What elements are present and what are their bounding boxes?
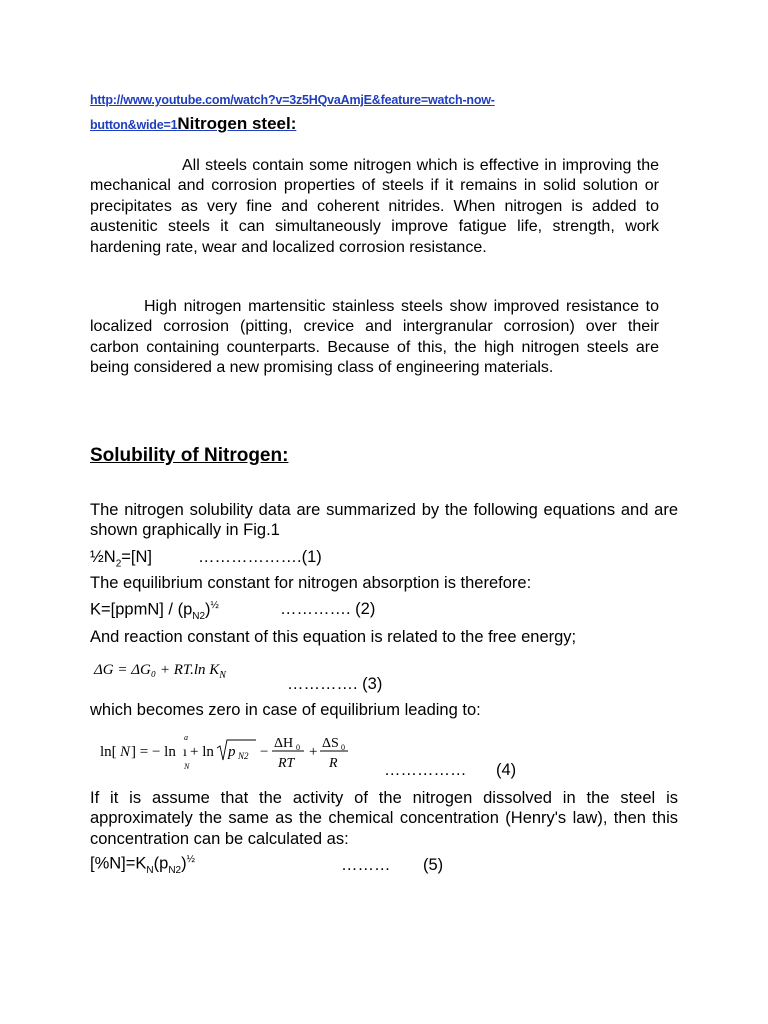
eq3-expr: ΔG = ΔG₀ + RT.ln K xyxy=(94,662,220,678)
svg-text:0: 0 xyxy=(341,743,345,752)
eq1-sub: 2 xyxy=(115,558,122,570)
eq5-sub1: N xyxy=(146,864,154,876)
svg-text:p: p xyxy=(228,744,236,760)
youtube-link[interactable] xyxy=(90,93,495,107)
svg-text:+: + xyxy=(309,744,318,760)
svg-text:R: R xyxy=(329,756,338,771)
equation-5-number: (5) xyxy=(423,856,444,874)
equation-1 xyxy=(90,548,322,570)
link-line-2[interactable]: button&wide=1 xyxy=(90,118,178,132)
eq2-sub: N2 xyxy=(192,610,206,622)
eq5-mid: (p xyxy=(153,854,169,873)
svg-text:a: a xyxy=(184,733,188,742)
svg-text:RT: RT xyxy=(278,756,295,771)
svg-text:ı: ı xyxy=(183,745,187,760)
equation-4-formula xyxy=(98,730,368,787)
eq2-lhs: K=[ppmN] / (p xyxy=(90,600,193,619)
heading-nitrogen-steel: Nitrogen steel: xyxy=(177,114,297,133)
svg-text:N2: N2 xyxy=(238,751,249,761)
paragraph-solubility-data: The nitrogen solubility data are summarized by the following equations and are shown graphically in Fig.1 xyxy=(90,501,678,540)
eq5-close: ) xyxy=(181,854,187,873)
heading-solubility: Solubility of Nitrogen: xyxy=(90,445,289,466)
svg-text:0: 0 xyxy=(296,743,300,752)
eq3-sub: N xyxy=(219,670,226,681)
svg-text:N: N xyxy=(120,744,131,760)
youtube-link-continued[interactable] xyxy=(90,114,296,134)
svg-text:−: − xyxy=(260,744,269,760)
svg-text:ln[: ln[ xyxy=(100,744,117,760)
link-line-1[interactable]: http://www.youtube.com/watch?v=3z5HQvaAmjE&feature=watch-now- xyxy=(90,93,495,107)
equation-3-number: …………. (3) xyxy=(287,675,383,693)
svg-text:] = − ln: ] = − ln xyxy=(131,744,176,760)
eq2-sup: ½ xyxy=(210,600,219,611)
eq5-lhs: [%N]=K xyxy=(90,854,147,873)
eq5-sub2: N2 xyxy=(168,864,182,876)
paragraph-intro-text: All steels contain some nitrogen which is effective in improving the mechanical and corrosion properties of steels if it remains in solid solution or precipitates as very fine and coherent nitrides. When nitrogen is added to austenitic steels it can simultaneously improve fatigue life, strength, work hardening rate, wear and localized corrosion resistance. xyxy=(90,157,659,256)
equation-4-dots: …………… xyxy=(384,761,467,779)
equation-3-formula xyxy=(94,662,226,681)
paragraph-henrys-law: If it is assume that the activity of the nitrogen dissolved in the steel is approximately the same as the chemical concentration (Henry's law), then this concentration can be calculated as: xyxy=(90,789,678,848)
equation-5-dots: ……… xyxy=(341,856,391,874)
paragraph-intro xyxy=(90,156,659,258)
paragraph-martensitic xyxy=(90,297,659,379)
eq5-sup: ½ xyxy=(186,854,195,865)
text-free-energy: And reaction constant of this equation is related to the free energy; xyxy=(90,628,577,646)
text-equilibrium-constant: The equilibrium constant for nitrogen absorption is therefore: xyxy=(90,574,532,592)
equation-4-image xyxy=(98,730,368,782)
eq1-half: ½N xyxy=(90,548,116,566)
svg-text:ΔH: ΔH xyxy=(274,736,294,751)
equation-5 xyxy=(90,854,195,876)
eq2-close: ) xyxy=(205,600,211,619)
svg-text:N: N xyxy=(184,762,190,771)
svg-text:ΔS: ΔS xyxy=(322,736,339,751)
svg-text:+ ln: + ln xyxy=(190,744,214,760)
equation-2 xyxy=(90,600,376,622)
eq1-rest: =[N] xyxy=(121,548,152,566)
text-equilibrium-zero: which becomes zero in case of equilibrium leading to: xyxy=(90,701,481,719)
paragraph-martensitic-text: High nitrogen martensitic stainless steels show improved resistance to localized corrosion (pitting, crevice and intergranular corrosion) over their carbon containing counterparts. Because of this, the high nitrogen steels are being considered a new promising class of engineering materials. xyxy=(90,298,659,377)
equation-4-number: (4) xyxy=(496,761,517,779)
eq1-number: ……………….(1) xyxy=(198,548,322,566)
eq2-number: …………. (2) xyxy=(280,600,376,618)
